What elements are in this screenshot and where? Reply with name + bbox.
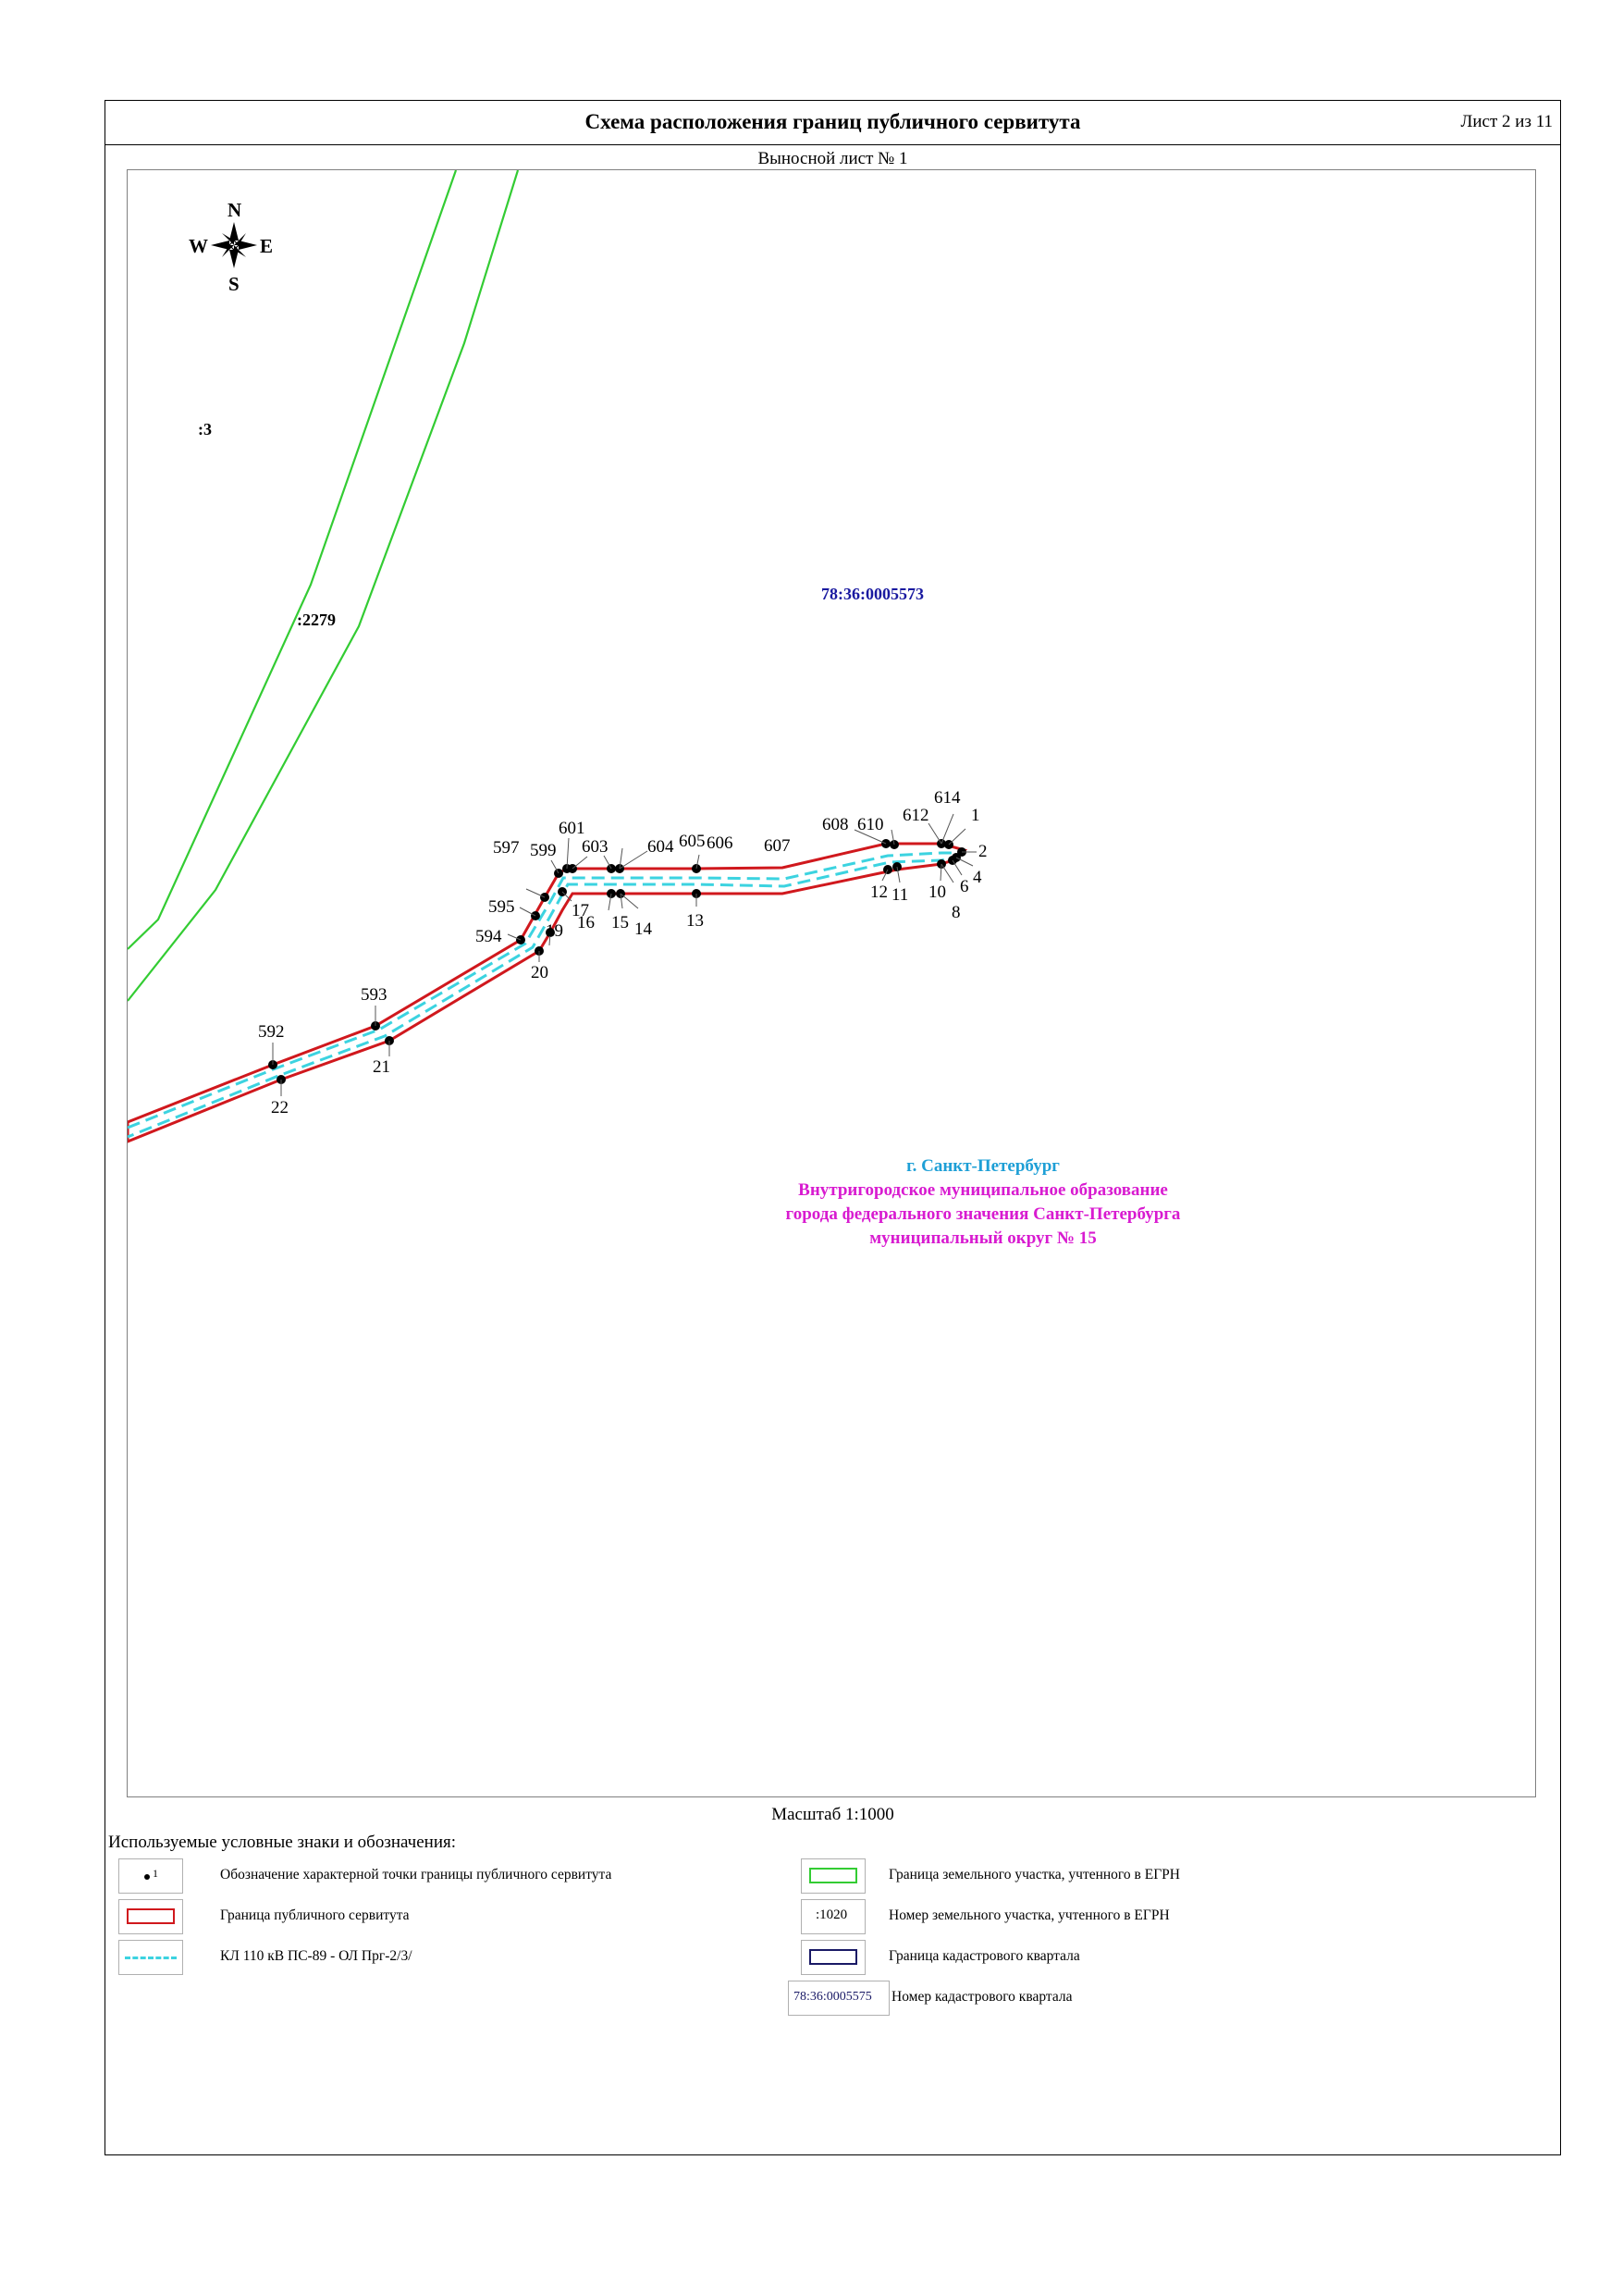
- point-label: 610: [857, 815, 884, 834]
- compass-s-label: S: [228, 273, 240, 295]
- legend-parcel-sample: :1020: [816, 1907, 848, 1922]
- point-label: 2: [978, 842, 988, 861]
- leader-line: [956, 858, 973, 866]
- leader-line: [621, 894, 638, 908]
- point-label: 599: [530, 841, 557, 860]
- legend-label: Номер кадастрового квартала: [891, 1989, 1073, 2005]
- municipality-line-1: Внутригородское муниципальное образование: [798, 1180, 1168, 1200]
- leader-line: [620, 851, 647, 869]
- legend-label: КЛ 110 кВ ПС-89 - ОЛ Прг-2/3/: [220, 1948, 412, 1964]
- municipality-line-3: муниципальный округ № 15: [869, 1228, 1097, 1248]
- scale-label: Масштаб 1:1000: [771, 1805, 894, 1824]
- callout-sheet-label: Выносной лист № 1: [757, 149, 908, 168]
- leader-line: [928, 823, 941, 844]
- compass-n-label: N: [227, 199, 242, 221]
- point-label: 594: [475, 927, 502, 946]
- point-label: 8: [952, 903, 961, 922]
- legend-red-rect: [127, 1908, 175, 1924]
- point-label: 11: [891, 885, 909, 905]
- point-labels: [258, 788, 988, 1117]
- point-label: 608: [822, 815, 849, 834]
- point-label: 4: [973, 868, 982, 887]
- legend-label: Обозначение характерной точки границы публичного сервитута: [220, 1867, 612, 1882]
- compass-e-label: E: [260, 235, 274, 257]
- legend-point-number: 1: [153, 1867, 158, 1880]
- leader-line: [520, 907, 535, 916]
- point-label: 612: [903, 806, 929, 825]
- compass-w-label: W: [189, 235, 208, 257]
- legend-green-rect: [809, 1868, 857, 1883]
- compass-rose: [189, 199, 273, 295]
- parcel-number-label: :2279: [297, 611, 336, 629]
- point-label: 614: [934, 788, 961, 808]
- point-label: 16: [577, 913, 595, 932]
- point-label: 604: [647, 837, 674, 857]
- legend-title: Используемые условные знаки и обозначения:: [108, 1833, 457, 1852]
- compass-east-arrow: [239, 241, 257, 250]
- sheet-frame: [105, 100, 1561, 2155]
- point-label: 597: [493, 838, 520, 858]
- legend-label: Граница публичного сервитута: [220, 1907, 410, 1923]
- legend-swatch-quarter-boundary: [801, 1940, 866, 1975]
- legend-blue-rect: [809, 1949, 857, 1965]
- point-label: 19: [546, 921, 563, 941]
- point-label: 592: [258, 1022, 285, 1042]
- point-label: 593: [361, 985, 387, 1005]
- point-label: 606: [707, 833, 733, 853]
- legend-swatch-point: [118, 1858, 183, 1894]
- map-panel[interactable]: [127, 169, 1536, 1797]
- legend-swatch-cable: [118, 1940, 183, 1975]
- point-label: 12: [870, 883, 888, 902]
- legend-swatch-servitude: [118, 1899, 183, 1934]
- legend-label: Номер земельного участка, учтенного в ЕГРН: [889, 1907, 1170, 1923]
- leader-line: [953, 860, 962, 875]
- point-label: 20: [531, 963, 548, 982]
- point-label: 603: [582, 837, 609, 857]
- legend-swatch-parcel-number: [801, 1899, 866, 1934]
- leader-line: [949, 829, 965, 845]
- point-label: 22: [271, 1098, 289, 1117]
- point-label: 10: [928, 883, 946, 902]
- legend-swatch-parcel-boundary: [801, 1858, 866, 1894]
- leader-line: [572, 857, 587, 869]
- leader-line: [567, 838, 569, 869]
- municipality-line-2: города федерального значения Санкт-Петербурга: [785, 1204, 1181, 1224]
- point-label: 13: [686, 911, 704, 931]
- parcel-boundary-line: [128, 170, 518, 1001]
- legend-label: Граница кадастрового квартала: [889, 1948, 1080, 1964]
- point-label: 605: [679, 832, 706, 851]
- legend-swatch-quarter-number: [788, 1981, 890, 2016]
- point-label: 607: [764, 836, 791, 856]
- city-label: г. Санкт-Петербург: [906, 1156, 1060, 1176]
- parcel-boundary-line: [128, 170, 456, 949]
- leader-line: [526, 889, 545, 897]
- page-title: Схема расположения границ публичного сервитута: [584, 110, 1081, 133]
- compass-north-arrow: [229, 222, 239, 241]
- legend-point-dot: [144, 1874, 150, 1880]
- point-label: 14: [634, 920, 652, 939]
- point-label: 595: [488, 897, 515, 917]
- quarter-number-label: 78:36:0005573: [821, 585, 924, 603]
- compass-west-arrow: [211, 241, 229, 250]
- point-label: 1: [971, 806, 980, 825]
- legend-cyan-dash: [125, 1957, 177, 1959]
- parcel-number-label: :3: [198, 420, 212, 438]
- compass-south-arrow: [229, 250, 239, 268]
- legend-label: Граница земельного участка, учтенного в ЕГРН: [889, 1867, 1180, 1882]
- sheet-number: Лист 2 из 11: [1460, 112, 1553, 131]
- point-label: 601: [559, 819, 585, 838]
- leader-line: [941, 814, 953, 844]
- point-label: 21: [373, 1057, 390, 1077]
- title-row: [105, 101, 1560, 145]
- point-label: 15: [611, 913, 629, 932]
- point-label: 17: [572, 901, 589, 920]
- leader-line: [941, 864, 953, 883]
- leader-lines: [273, 814, 977, 1096]
- legend-quarter-sample: 78:36:0005575: [793, 1990, 872, 2004]
- servitude-boundary: [128, 844, 965, 1142]
- point-label: 6: [960, 877, 969, 896]
